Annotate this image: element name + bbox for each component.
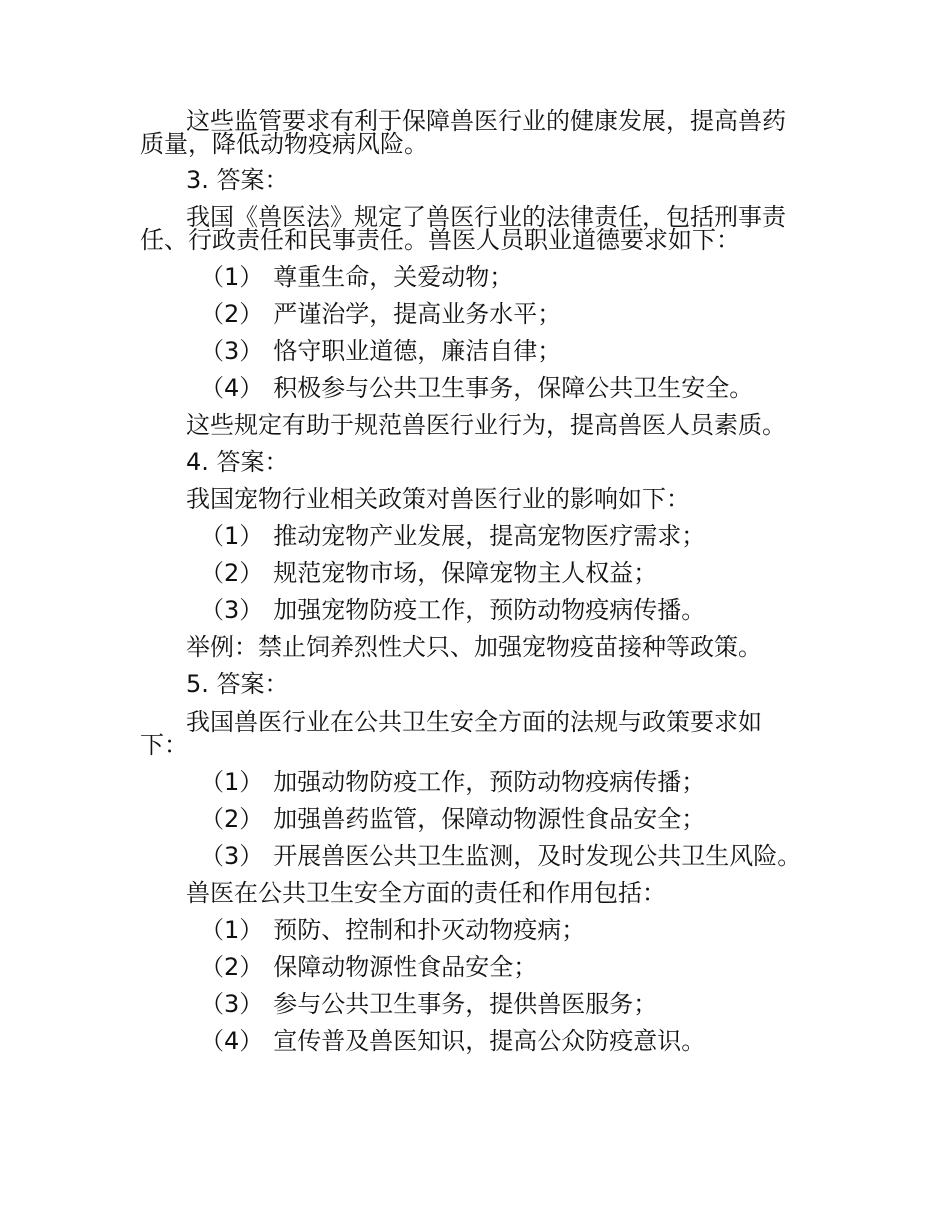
paragraph-line: 我国兽医行业在公共卫生安全方面的法规与政策要求如 [186, 708, 762, 736]
list-item-number: （3） [200, 337, 264, 365]
list-item-number: （3） [200, 990, 264, 1018]
list-item-text: 宣传普及兽医知识，提高公众防疫意识。 [273, 1027, 706, 1055]
list-item-text: 参与公共卫生事务，提供兽医服务； [273, 990, 658, 1018]
list-item [200, 841, 950, 871]
paragraph-line: 这些监管要求有利于保障兽医行业的健康发展，提高兽药 [186, 107, 786, 135]
list-item-text: 恪守职业道德，廉洁自律； [273, 337, 562, 365]
list-item-text: 加强宠物防疫工作，预防动物疫病传播。 [273, 596, 706, 624]
answer-heading: 3. 答案： [186, 166, 289, 194]
list-item-number: （1） [200, 768, 264, 796]
paragraph-line: 任、行政责任和民事责任。兽医人员职业道德要求如下： [140, 226, 740, 254]
list-item-number: （1） [200, 263, 264, 291]
answer-heading: 5. 答案： [186, 670, 289, 698]
list-item-text: 积极参与公共卫生事务，保障公共卫生安全。 [273, 374, 754, 402]
list-item [200, 521, 950, 551]
list-item [200, 373, 950, 403]
list-item-number: （3） [200, 842, 264, 870]
paragraph-line: 下： [140, 731, 188, 759]
list-item-text: 严谨治学，提高业务水平； [273, 300, 562, 328]
list-item-number: （4） [200, 1027, 264, 1055]
paragraph-line: 兽医在公共卫生安全方面的责任和作用包括： [186, 879, 666, 907]
list-item [200, 262, 950, 292]
paragraph-line: 我国《兽医法》规定了兽医行业的法律责任，包括刑事责 [186, 203, 786, 231]
list-item-number: （4） [200, 374, 264, 402]
list-item [200, 915, 950, 945]
list-item-text: 加强兽药监管，保障动物源性食品安全； [273, 805, 706, 833]
list-item [200, 595, 950, 625]
list-item-text: 开展兽医公共卫生监测，及时发现公共卫生风险。 [273, 842, 802, 870]
paragraph-line: 我国宠物行业相关政策对兽医行业的影响如下： [186, 485, 690, 513]
list-item [200, 1026, 950, 1056]
list-item [200, 299, 950, 329]
list-item [200, 558, 950, 588]
list-item-number: （2） [200, 805, 264, 833]
paragraph-line: 这些规定有助于规范兽医行业行为，提高兽医人员素质。 [186, 411, 786, 439]
list-item [200, 336, 950, 366]
list-item-text: 保障动物源性食品安全； [273, 953, 538, 981]
list-item-number: （1） [200, 916, 264, 944]
list-item-number: （3） [200, 596, 264, 624]
list-item-number: （2） [200, 559, 264, 587]
list-item [200, 804, 950, 834]
paragraph-line: 举例：禁止饲养烈性犬只、加强宠物疫苗接种等政策。 [186, 633, 762, 661]
list-item [200, 952, 950, 982]
list-item-number: （2） [200, 300, 264, 328]
answer-heading: 4. 答案： [186, 448, 289, 476]
list-item-text: 加强动物防疫工作，预防动物疫病传播； [273, 768, 706, 796]
list-item [200, 767, 950, 797]
list-item-text: 推动宠物产业发展，提高宠物医疗需求； [273, 522, 706, 550]
paragraph-line: 质量，降低动物疫病风险。 [140, 130, 428, 158]
list-item-text: 规范宠物市场，保障宠物主人权益； [273, 559, 658, 587]
list-item-number: （1） [200, 522, 264, 550]
list-item-number: （2） [200, 953, 264, 981]
list-item [200, 989, 950, 1019]
list-item-text: 预防、控制和扑灭动物疫病； [273, 916, 586, 944]
list-item-text: 尊重生命，关爱动物； [273, 263, 514, 291]
